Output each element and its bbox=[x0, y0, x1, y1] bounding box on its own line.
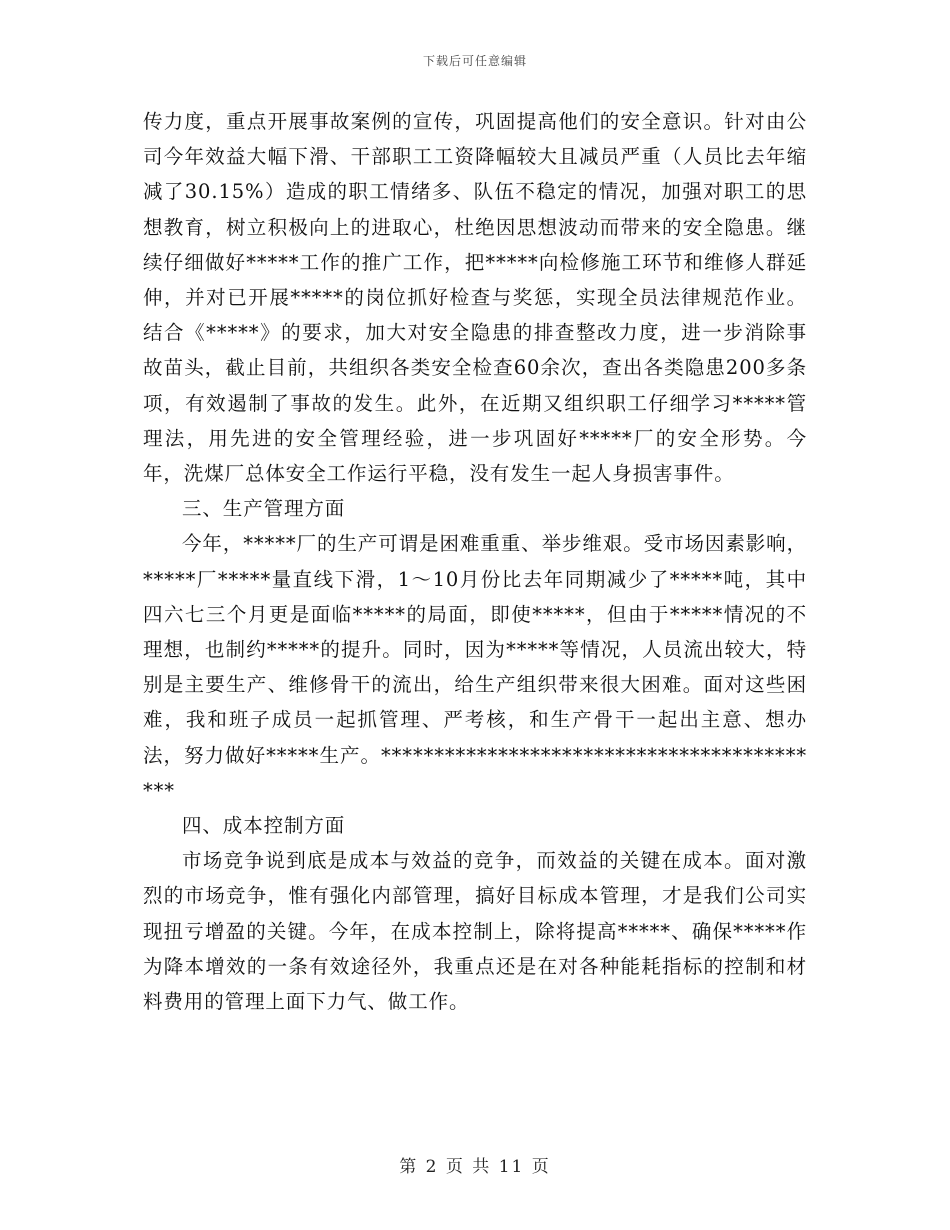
paragraph-safety-continued: 传力度，重点开展事故案例的宣传，巩固提高他们的安全意识。针对由公司今年效益大幅下滑、干部职工工资降幅较大且减员严重（人员比去年缩减了30.15%）造成的职工情绪多、队伍不稳定的情况，加强对职工的思想教育，树立积极向上的进取心，杜绝因思想波动而带来的安全隐患。继续仔细做好*****工作的推广工作，把*****向检修施工环节和维修人群延伸，并对已开展*****的岗位抓好检查与奖惩，实现全员法律规范作业。结合《*****》的要求，加大对安全隐患的排查整改力度，进一步消除事故苗头，截止目前，共组织各类安全检查60余次，查出各类隐患200多条项，有效遏制了事故的发生。此外，在近期又组织职工仔细学习*****管理法，用先进的安全管理经验，进一步巩固好*****厂的安全形势。今年，洗煤厂总体安全工作运行平稳，没有发生一起人身损害事件。 bbox=[143, 110, 807, 486]
page-header: 下载后可任意编辑 bbox=[422, 54, 527, 68]
page-footer: 第 2 页 共 11 页 bbox=[399, 1157, 551, 1177]
section-heading-production: 三、生产管理方面 bbox=[182, 497, 346, 521]
paragraph-cost-control: 市场竞争说到底是成本与效益的竞争，而效益的关键在成本。面对激烈的市场竞争，惟有强化内部管理，搞好目标成本管理，才是我们公司实现扭亏增盈的关键。今年，在成本控制上，除将提高*****、确保*****作为降本增效的一条有效途径外，我重点还是在对各种能耗指标的控制和材料费用的管理上面下力气、做工作。 bbox=[143, 849, 807, 1014]
paragraph-production: 今年，*****厂的生产可谓是困难重重、举步维艰。受市场因素影响，*****厂*****量直线下滑，1～10月份比去年同期减少了*****吨，其中四六七三个月更是面临*****的局面，即使*****，但由于*****情况的不理想，也制约*****的提升。同时，因为*****等情况，人员流出较大，特别是主要生产、维修骨干的流出，给生产组织带来很大困难。面对这些困难，我和班子成员一起抓管理、严考核，和生产骨干一起出主意、想办法，努力做好*****生产。******************************************* bbox=[143, 532, 807, 802]
document-body bbox=[143, 104, 807, 1019]
section-heading-cost-control: 四、成本控制方面 bbox=[182, 814, 346, 838]
